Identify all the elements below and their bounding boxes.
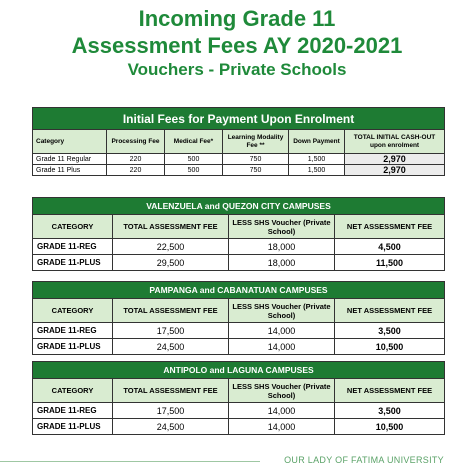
table-cell: 18,000 (229, 239, 335, 255)
table-cell: 500 (165, 154, 223, 165)
net-fee-cell: 10,500 (335, 339, 445, 355)
table-header-row (33, 130, 445, 154)
column-header: TOTAL ASSESSMENT FEE (113, 299, 229, 323)
category-cell: GRADE 11-REG (33, 323, 113, 339)
pampanga-cabanatuan-table (32, 281, 445, 355)
column-header: NET ASSESSMENT FEE (335, 299, 445, 323)
column-header: CATEGORY (33, 215, 113, 239)
table-cell: 18,000 (229, 255, 335, 271)
total-cell: 2,970 (345, 165, 445, 176)
table-cell: 17,500 (113, 323, 229, 339)
table-cell: 14,000 (229, 419, 335, 435)
net-fee-cell: 11,500 (335, 255, 445, 271)
table-row (33, 403, 445, 419)
table-cell: 24,500 (113, 339, 229, 355)
table-header-row (33, 379, 445, 403)
campus-title: PAMPANGA and CABANATUAN CAMPUSES (33, 282, 445, 299)
table-cell: 22,500 (113, 239, 229, 255)
column-header: Down Payment (289, 130, 345, 154)
table-header-row (33, 215, 445, 239)
initial-fees-table (32, 107, 445, 176)
column-header: LESS SHS Voucher (Private School) (229, 215, 335, 239)
antipolo-laguna-table (32, 361, 445, 435)
table-cell: 1,500 (289, 165, 345, 176)
initial-fees-title: Initial Fees for Payment Upon Enrolment (33, 108, 445, 130)
net-fee-cell: 3,500 (335, 403, 445, 419)
table-cell: 14,000 (229, 403, 335, 419)
table-row (33, 419, 445, 435)
valenzuela-quezon-table (32, 197, 445, 271)
column-header: LESS SHS Voucher (Private School) (229, 379, 335, 403)
table-cell: 24,500 (113, 419, 229, 435)
column-header: LESS SHS Voucher (Private School) (229, 299, 335, 323)
column-header: NET ASSESSMENT FEE (335, 215, 445, 239)
net-fee-cell: 10,500 (335, 419, 445, 435)
table-cell: 750 (223, 154, 289, 165)
table-cell: 500 (165, 165, 223, 176)
total-cell: 2,970 (345, 154, 445, 165)
title-line-1: Incoming Grade 11 (138, 6, 336, 31)
table-cell: 14,000 (229, 323, 335, 339)
table-row (33, 239, 445, 255)
title-line-2: Assessment Fees AY 2020-2021 (71, 33, 403, 58)
category-cell: GRADE 11-REG (33, 403, 113, 419)
table-cell: 1,500 (289, 154, 345, 165)
column-header: TOTAL INITIAL CASH-OUT upon enrolment (345, 130, 445, 154)
column-header: Learning Modality Fee ** (223, 130, 289, 154)
table-row (33, 255, 445, 271)
category-cell: Grade 11 Plus (33, 165, 107, 176)
category-cell: GRADE 11-PLUS (33, 419, 113, 435)
subtitle: Vouchers - Private Schools (127, 60, 347, 79)
column-header: CATEGORY (33, 379, 113, 403)
column-header: TOTAL ASSESSMENT FEE (113, 379, 229, 403)
table-cell: 220 (107, 154, 165, 165)
column-header: Processing Fee (107, 130, 165, 154)
column-header: TOTAL ASSESSMENT FEE (113, 215, 229, 239)
table-row (33, 323, 445, 339)
table-row (33, 165, 445, 176)
column-header: CATEGORY (33, 299, 113, 323)
category-cell: GRADE 11-REG (33, 239, 113, 255)
table-cell: 17,500 (113, 403, 229, 419)
net-fee-cell: 3,500 (335, 323, 445, 339)
table-cell: 220 (107, 165, 165, 176)
table-row (33, 339, 445, 355)
column-header: NET ASSESSMENT FEE (335, 379, 445, 403)
table-row (33, 154, 445, 165)
net-fee-cell: 4,500 (335, 239, 445, 255)
campus-title: ANTIPOLO and LAGUNA CAMPUSES (33, 362, 445, 379)
footer-university-name: OUR LADY OF FATIMA UNIVERSITY (284, 455, 444, 465)
campus-title: VALENZUELA and QUEZON CITY CAMPUSES (33, 198, 445, 215)
category-cell: GRADE 11-PLUS (33, 255, 113, 271)
table-cell: 29,500 (113, 255, 229, 271)
table-header-row (33, 299, 445, 323)
table-cell: 750 (223, 165, 289, 176)
column-header: Medical Fee* (165, 130, 223, 154)
category-cell: Grade 11 Regular (33, 154, 107, 165)
column-header: Category (33, 130, 107, 154)
footer-divider (0, 461, 260, 462)
category-cell: GRADE 11-PLUS (33, 339, 113, 355)
table-cell: 14,000 (229, 339, 335, 355)
